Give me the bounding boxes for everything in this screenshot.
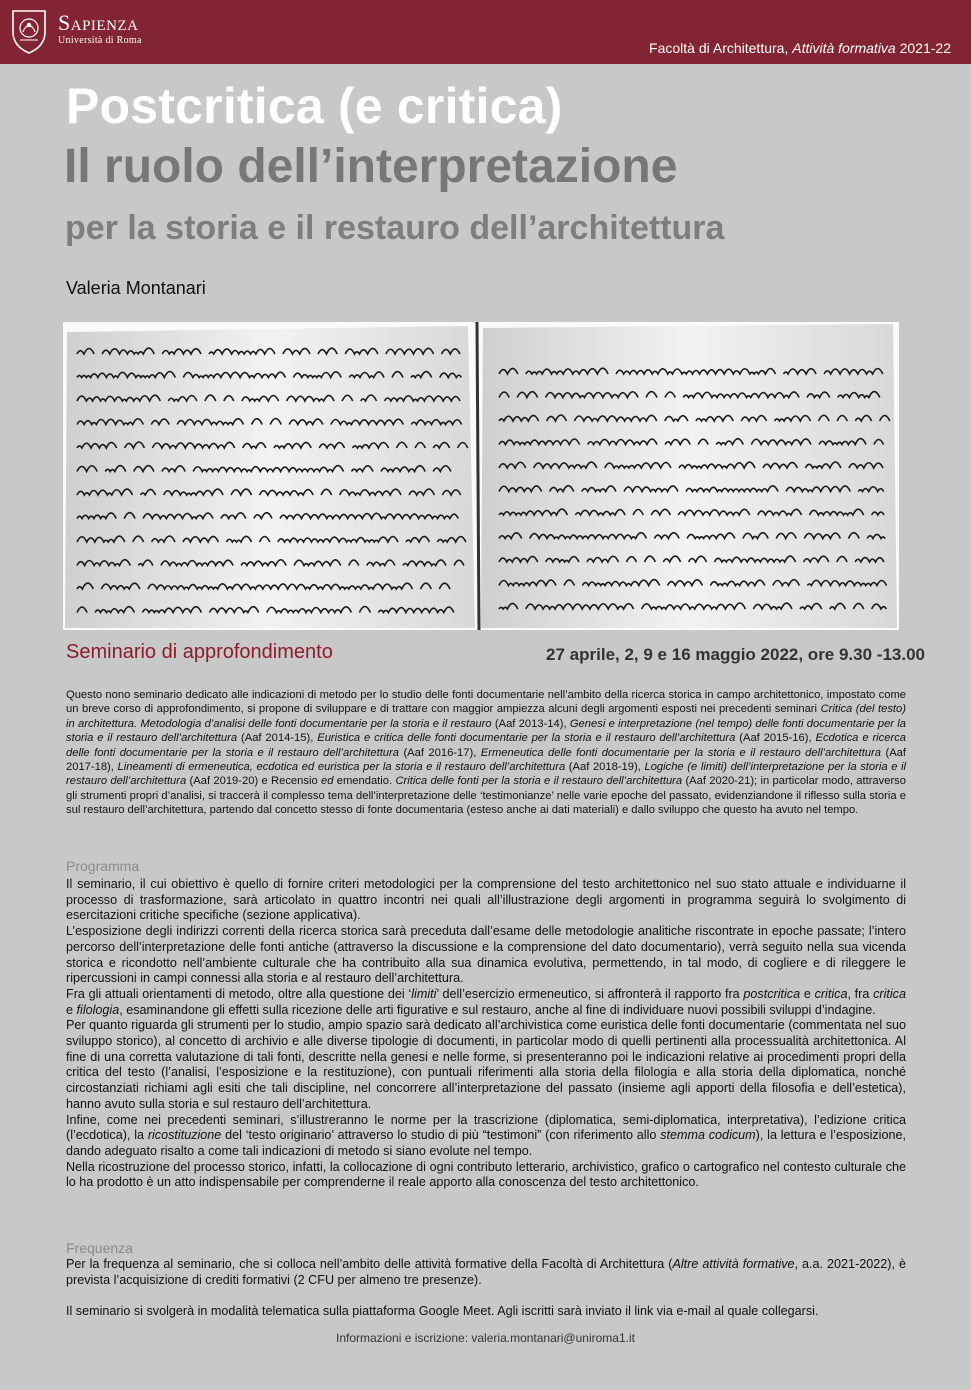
author: Valeria Montanari (66, 278, 206, 298)
sapienza-seal-icon (10, 8, 48, 54)
text-run: (Aaf 2013-14), (491, 717, 570, 730)
seminar-dates: 27 aprile, 2, 9 e 16 maggio 2022, ore 9.30 -13.00 (546, 645, 925, 664)
paragraph (66, 1288, 906, 1304)
text-run: e (800, 986, 815, 1001)
text-run: Per la frequenza al seminario, che si colloca nell’ambito delle attività formative della Facoltà di Architettura ( (66, 1257, 673, 1271)
title-line-2: Il ruolo dell’interpretazione (64, 140, 678, 193)
text-run: emendatio. (333, 775, 396, 788)
programma-title: Programma (66, 858, 140, 874)
text-run: (Aaf 2017-18), (66, 746, 906, 774)
brand (58, 12, 142, 46)
text-run: , a.a. 2021-2022), è prevista l’acquisizione di crediti formativi (2 CFU per almeno tre presenze). (66, 1257, 906, 1287)
faculty-label: Facoltà di Architettura, Attività formativa 2021-22 (649, 40, 951, 56)
programma-body (66, 877, 906, 1191)
text-run: (Aaf 2015-16), (735, 732, 816, 745)
text-run: Infine, come nei precedenti seminari, s’illustreranno le norme per la trascrizione (diplomatica, semi-diplomatica, interpretativa), l’edizione critica (l’ecdotica), la (66, 1112, 906, 1143)
text-run: (Aaf 2016-17), (398, 746, 481, 759)
text-run: (Aaf 2020-21); in particolar modo, attraverso gli strumenti propri d’analisi, si traccerà il complesso tema dell’interpretazione delle ‘testimonianze’ nelle varie epoche del passato, evidenziandone il riflesso sulla storia e sul restauro dell’architettura, partendo dal concetto stesso di fonte documentaria (esteso anche ai dati materiali) e dallo sviluppo che questo ha avuto nel tempo. (66, 775, 906, 817)
text-run: (Aaf 2018-19), (565, 761, 645, 774)
text-run: Ecdotica e ricerca delle fonti documentarie per la storia e il restauro dell’architettura (66, 732, 907, 759)
paragraph (66, 924, 906, 987)
text-run: ’ dell’esercizio ermeneutico, si affronterà il rapporto fra (436, 986, 744, 1001)
contact-info: Informazioni e iscrizione: valeria.montanari@uniroma1.it (336, 1331, 635, 1345)
text-run: Logiche (e limiti) dell’interpretazione per la storia e il restauro dell’architettura (66, 761, 907, 788)
title-line-1: Postcritica (e critica) (66, 78, 563, 134)
title-line-3: per la storia e il restauro dell’architettura (65, 209, 725, 247)
intro-paragraph (66, 688, 906, 818)
text-run: Fra gli attuali orientamenti di metodo, oltre alla questione dei ‘ (66, 986, 412, 1001)
text-run: Il seminario si svolgerà in modalità telematica sulla piattaforma Google Meet. Agli iscritti sarà inviato il link via e-mail al quale collegarsi. (66, 1304, 819, 1319)
text-run: Euristica e critica delle fonti documentarie per la storia e il restauro dell’architettura (317, 732, 736, 745)
text-run: Critica (del testo) in architettura. Metodologia d’analisi delle fonti documentarie per la storia e il restauro (66, 703, 906, 730)
text-run: filologia (76, 1002, 120, 1017)
text-run: postcritica (743, 986, 801, 1001)
text-run: (Aaf 2014-15), (237, 732, 318, 745)
text-run: Questo nono seminario dedicato alle indicazioni di metodo per lo studio delle fonti documentarie nell’ambito della ricerca storica in campo architettonico, impostato come un breve corso di approfondimento, si propone di sviluppare e di trattare con maggior ampiezza alcuni degli argomenti esposti nei precedenti seminari (66, 689, 906, 716)
text-run: Altre attività formative (672, 1257, 795, 1271)
text-run: stemma codicum (660, 1128, 756, 1143)
text-run: ed (320, 775, 334, 788)
paragraph (66, 1018, 906, 1112)
text-run: Lineamenti di ermeneutica, ecdotica ed euristica per la storia e il restauro dell’architettura (117, 761, 566, 774)
frequenza-title: Frequenza (66, 1240, 133, 1256)
text-run: , esaminandone gli effetti sulla ricezione delle arti figurative e sul restauro, anche al fine di individuare nuovi possibili sviluppi d’indagine. (119, 1002, 876, 1017)
text-run: Ermeneutica delle fonti documentarie per la storia e il restauro dell’architettura (480, 746, 882, 759)
text-run: (Aaf 2019-20) e Recensio (186, 775, 321, 788)
paragraph (66, 1160, 906, 1191)
text-run: ricostituzione (147, 1128, 222, 1143)
frequenza-body (66, 1257, 906, 1320)
text-run: critica (814, 986, 848, 1001)
header-bar (0, 0, 971, 64)
text-run: ), la lettura e l’esposizione, dando adeguato risalto a come tali indicazioni di metodo si siano evolute nel tempo. (66, 1128, 906, 1158)
text-run: critica (873, 986, 906, 1001)
text-run: e (66, 1002, 77, 1017)
brand-subtitle: Università di Roma (58, 35, 142, 46)
text-run: Per quanto riguarda gli strumenti per lo studio, ampio spazio sarà dedicato all’archivistica come euristica delle fonti documentarie (commentata nel suo sviluppo storico), al concetto di archivio e alle diverse tipologie di documenti, in particolar modo di quelli pertinenti alla processualità architettonica. Al fine di una corretta valutazione di tali fonti, descritte nella genesi e nelle forme, si presenteranno poi le indicazioni relative ai procedimenti propri della critica del testo (l’analisi, l’esposizione e la restituzione), con puntuali riferimenti alla storia della filologia e alla storia della diplomatica, nonché circostanziati richiami agli esiti che tali discipline, nel concorrere all’interpretazione del passato (insieme agli apporti della filosofia e dell’estetica), hanno avuto sulla storia e sul restauro dell’architettura. (66, 1018, 906, 1111)
text-run: L’esposizione degli indirizzi correnti della ricerca storica sarà preceduta dall’esame delle metodologie analitiche riscontrate in epoche passate; l’intero percorso dell’interpretazione delle fonti antiche (attraverso la discussione e la comprensione del dato documentario), verrà seguito nella sua vicenda storica e ricondotto nell’ambiente culturale che ha contribuito alla sua dinamica evolutiva, permettendo, in tal modo, di cogliere e di rileggere le ripercussioni in campi connessi alla storia e al restauro dell’architettura. (66, 924, 906, 986)
text-run: del ‘testo originario’ attraverso lo studio di più “testimoni” (con riferimento allo (221, 1128, 661, 1143)
seminar-label: Seminario di approfondimento (66, 641, 333, 663)
text-run: Critica delle fonti per la storia e il restauro dell’architettura (395, 775, 683, 788)
paragraph (66, 1304, 906, 1320)
text-run: Nella ricostruzione del processo storico, infatti, la collocazione di ogni contributo letterario, archivistico, grafico o cartografico nel contesto culturale che lo ha prodotto è un atto indispensabile per comprenderne il reale apporto alla conoscenza del testo architettonico. (66, 1159, 906, 1190)
paragraph (66, 877, 906, 924)
paragraph (66, 1257, 906, 1288)
paragraph (66, 1113, 906, 1160)
text-run: limiti (411, 986, 437, 1001)
text-run: Genesi e interpretazione (nel tempo) delle fonti documentarie per la storia e il restauro dell’architettura (66, 717, 907, 745)
paragraph (66, 987, 906, 1018)
manuscript-image (63, 322, 899, 630)
text-run: , fra (847, 986, 874, 1001)
text-run: Il seminario, il cui obiettivo è quello di fornire criteri metodologici per la comprensione del testo architettonico nel suo stato attuale e individuarne il processo di trasformazione, sarà articolato in quattro incontri nei quali all’illustrazione degli argomenti in programma seguirà lo svolgimento di esercitazioni critiche specifiche (sezione applicativa). (66, 877, 906, 923)
brand-name: Sapienza (58, 10, 139, 35)
